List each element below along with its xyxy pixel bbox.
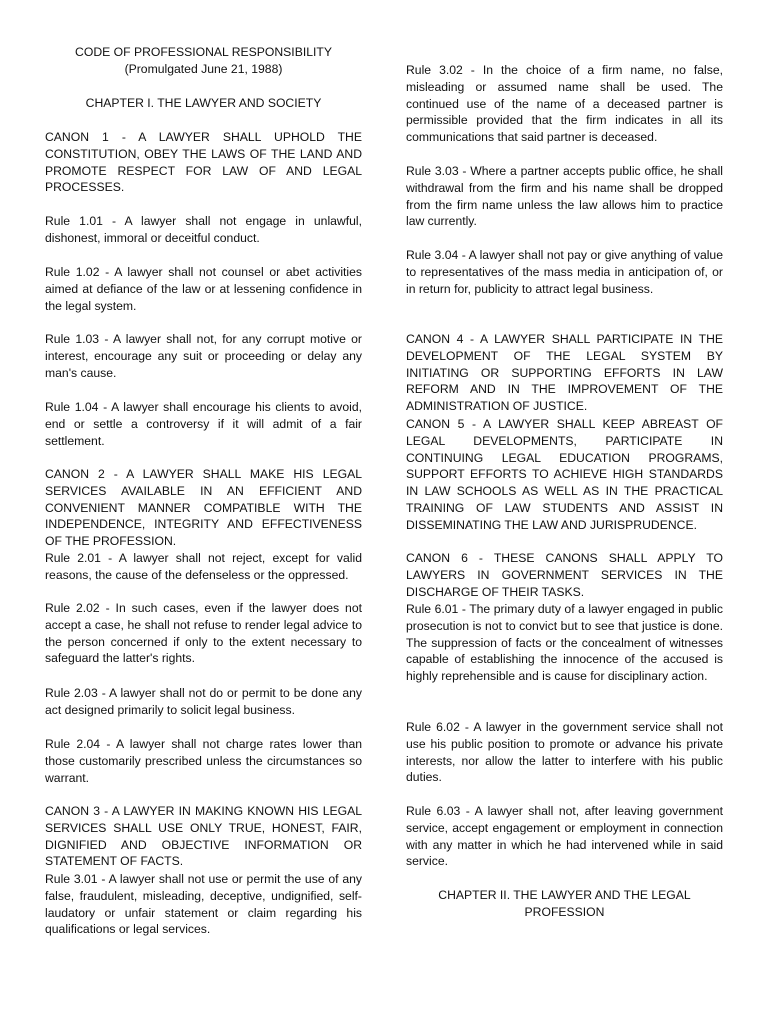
rule-2-03: Rule 2.03 - A lawyer shall not do or permit to be done any act designed primarily to solicit legal business. xyxy=(45,686,362,717)
rule-6-02: Rule 6.02 - A lawyer in the government service shall not use his public position to promote or advance his private interests, nor allow the latter to interfere with his public duties. xyxy=(406,720,723,785)
rule-2-01: Rule 2.01 - A lawyer shall not reject, except for valid reasons, the cause of the defenseless or the oppressed. xyxy=(45,551,362,582)
chapter-2-heading: CHAPTER II. THE LAWYER AND THE LEGAL PROFESSION xyxy=(438,888,691,919)
canon-1: CANON 1 - A LAWYER SHALL UPHOLD THE CONSTITUTION, OBEY THE LAWS OF THE LAND AND PROMOTE RESPECT FOR LAW OF AND LEGAL PROCESSES. xyxy=(45,130,362,195)
rule-3-03: Rule 3.03 - Where a partner accepts public office, he shall withdrawal from the firm and his name shall be dropped from the firm name unless the law allows him to practice law currently. xyxy=(406,164,723,229)
rule-1-03: Rule 1.03 - A lawyer shall not, for any corrupt motive or interest, encourage any suit or proceeding or delay any man's cause. xyxy=(45,332,362,380)
rule-6-03: Rule 6.03 - A lawyer shall not, after leaving government service, accept engagement or employment in connection with any matter in which he had intervened while in said service. xyxy=(406,804,723,869)
canon-2: CANON 2 - A LAWYER SHALL MAKE HIS LEGAL SERVICES AVAILABLE IN AN EFFICIENT AND CONVENIENT MANNER COMPATIBLE WITH THE INDEPENDENCE, INTEGRITY AND EFFECTIVENESS OF THE PROFESSION. xyxy=(45,467,362,549)
rule-3-01: Rule 3.01 - A lawyer shall not use or permit the use of any false, fraudulent, misleading, deceptive, undignified, self-laudatory or unfair statement or claim regarding his qualifications or legal services. xyxy=(45,872,362,937)
rule-6-01: Rule 6.01 - The primary duty of a lawyer engaged in public prosecution is not to convict but to see that justice is done. The suppression of facts or the concealment of witnesses capable of establishing the innocence of the accused is highly reprehensible and is cause for disciplinary action. xyxy=(406,602,723,684)
canon-4: CANON 4 - A LAWYER SHALL PARTICIPATE IN THE DEVELOPMENT OF THE LEGAL SYSTEM BY INITIATING OR SUPPORTING EFFORTS IN LAW REFORM AND IN THE IMPROVEMENT OF THE ADMINISTRATION OF JUSTICE. xyxy=(406,332,723,414)
chapter-1-heading: CHAPTER I. THE LAWYER AND SOCIETY xyxy=(85,96,322,110)
rule-1-04: Rule 1.04 - A lawyer shall encourage his clients to avoid, end or settle a controversy if it will admit of a fair settlement. xyxy=(45,400,362,448)
rule-2-02: Rule 2.02 - In such cases, even if the lawyer does not accept a case, he shall not refuse to render legal advice to the person concerned if only to the extent necessary to safeguard the latter's rights. xyxy=(45,601,362,666)
rule-3-04: Rule 3.04 - A lawyer shall not pay or give anything of value to representatives of the mass media in anticipation of, or in return for, publicity to attract legal business. xyxy=(406,248,723,296)
rule-2-04: Rule 2.04 - A lawyer shall not charge rates lower than those customarily prescribed unless the circumstances so warrant. xyxy=(45,737,362,785)
rule-3-02: Rule 3.02 - In the choice of a firm name, no false, misleading or assumed name shall be used. The continued use of the name of a deceased partner is permissible provided that the firm indicates in all its communications that said partner is deceased. xyxy=(406,63,723,145)
document-header xyxy=(45,44,362,78)
rule-1-02: Rule 1.02 - A lawyer shall not counsel or abet activities aimed at defiance of the law or at lessening confidence in the legal system. xyxy=(45,265,362,313)
document-title: CODE OF PROFESSIONAL RESPONSIBILITY xyxy=(75,45,332,59)
canon-6: CANON 6 - THESE CANONS SHALL APPLY TO LAWYERS IN GOVERNMENT SERVICES IN THE DISCHARGE OF THEIR TASKS. xyxy=(406,551,723,599)
canon-3: CANON 3 - A LAWYER IN MAKING KNOWN HIS LEGAL SERVICES SHALL USE ONLY TRUE, HONEST, FAIR, DIGNIFIED AND OBJECTIVE INFORMATION OR STATEMENT OF FACTS. xyxy=(45,804,362,869)
canon-5: CANON 5 - A LAWYER SHALL KEEP ABREAST OF LEGAL DEVELOPMENTS, PARTICIPATE IN CONTINUING LEGAL EDUCATION PROGRAMS, SUPPORT EFFORTS TO ACHIEVE HIGH STANDARDS IN LAW SCHOOLS AS WELL AS IN THE PRACTICAL TRAINING OF LAW STUDENTS AND ASSIST IN DISSEMINATING THE LAW AND JURISPRUDENCE. xyxy=(406,417,723,532)
promulgation-date: (Promulgated June 21, 1988) xyxy=(124,61,283,76)
rule-1-01: Rule 1.01 - A lawyer shall not engage in unlawful, dishonest, immoral or deceitful conduct. xyxy=(45,214,362,245)
